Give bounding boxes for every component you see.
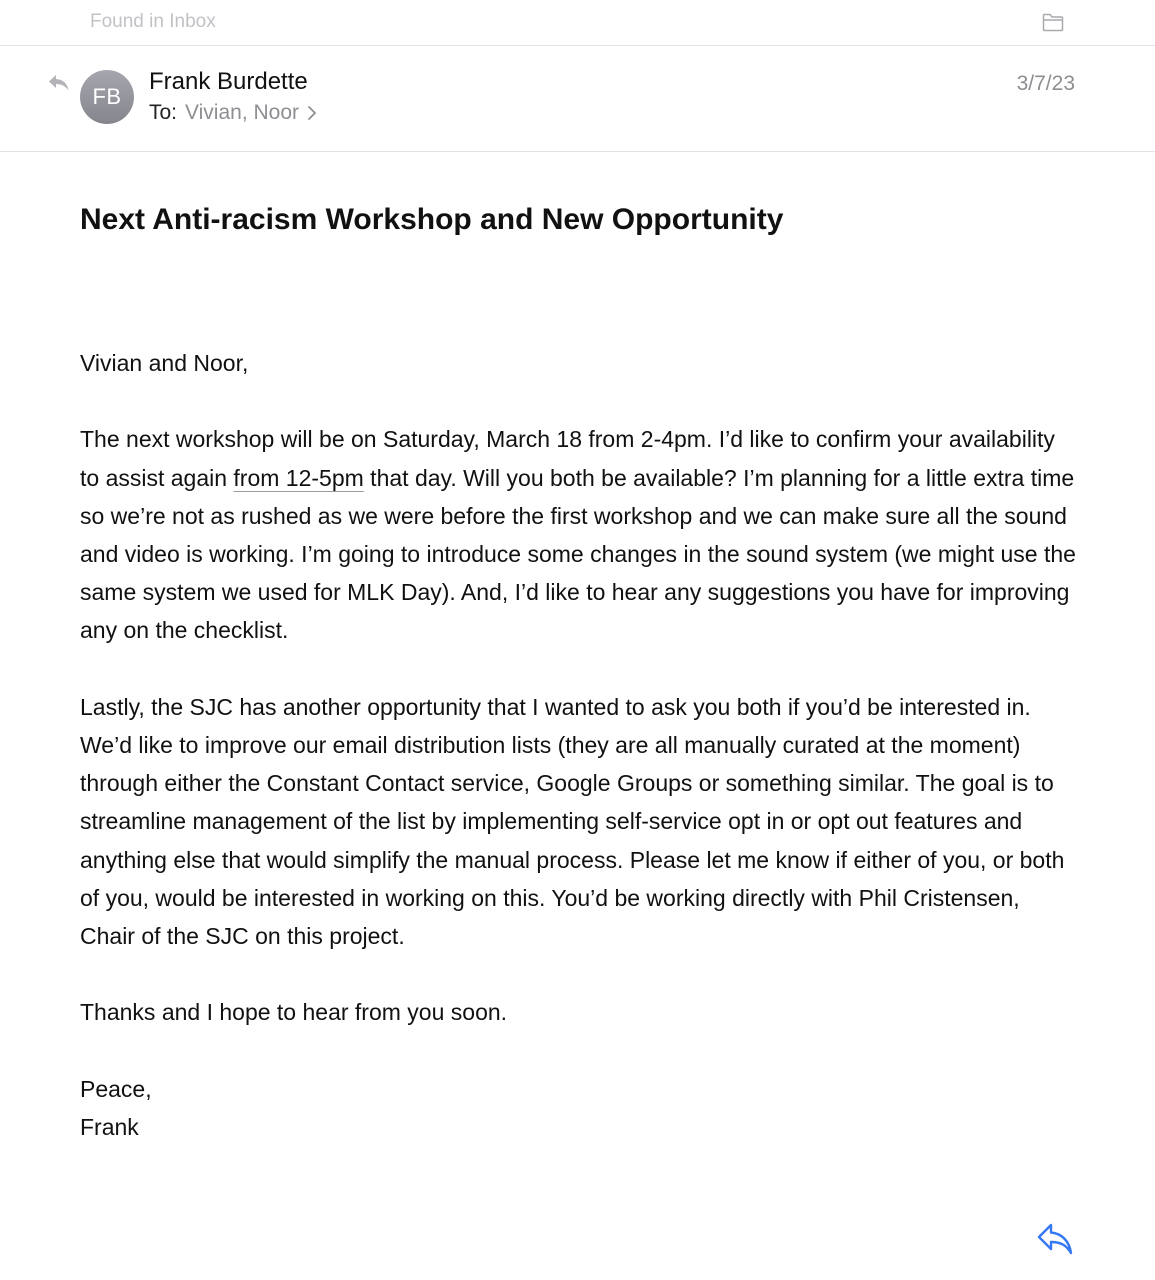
to-label: To: xyxy=(149,101,178,124)
paragraph-text: The next workshop will be on Saturday, March 18 from 2-4pm. I’d like to confirm your availability to assist again xyxy=(80,426,1055,491)
folder-icon[interactable] xyxy=(1042,12,1064,32)
recipients[interactable]: Vivian, Noor xyxy=(185,101,300,124)
topbar xyxy=(0,0,1155,46)
email-date: 3/7/23 xyxy=(1016,72,1075,95)
signoff: Peace, xyxy=(80,1075,152,1102)
email-subject: Next Anti-racism Workshop and New Opportunity xyxy=(80,203,784,236)
reply-icon[interactable] xyxy=(1036,1222,1074,1256)
paragraph-text: that day. Will you both be available? I’m planning for a little extra time so we’re not as rushed as we were before the first workshop and we can make sure all the sound and video is working. I’m going to introduce some changes in the sound system (we might use the same system we used for MLK Day). And, I’d like to hear any suggestions you have for improving any on the checklist. xyxy=(80,464,1076,644)
body-paragraph: Thanks and I hope to hear from you soon. xyxy=(80,999,508,1026)
found-in-mailbox-label: Found in Inbox xyxy=(90,11,216,32)
reply-arrow-icon xyxy=(48,74,70,92)
avatar[interactable] xyxy=(80,70,134,124)
email-body xyxy=(80,344,1080,1146)
body-paragraph: Lastly, the SJC has another opportunity that I wanted to ask you both if you’d be interested in. We’d like to improve our email distribution lists (they are all manually curated at the moment) through either the Constant Contact service, Google Groups or something similar. The goal is to streamline management of the list by implementing self-service opt in or opt out features and anything else that would simplify the manual process. Please let me know if either of you, or both of you, would be interested in working on this. You’d be working directly with Phil Cristensen, Chair of the SJC on this project. xyxy=(80,693,1065,950)
time-link[interactable]: from 12-5pm xyxy=(233,464,364,491)
signature: Frank xyxy=(80,1114,139,1140)
chevron-right-icon[interactable] xyxy=(307,105,317,121)
recipients-line[interactable] xyxy=(149,101,317,125)
avatar-initials: FB xyxy=(92,84,122,109)
body-paragraph xyxy=(80,420,1080,649)
email-header xyxy=(0,46,1155,152)
greeting: Vivian and Noor, xyxy=(80,350,249,376)
sender-name[interactable]: Frank Burdette xyxy=(149,68,308,95)
